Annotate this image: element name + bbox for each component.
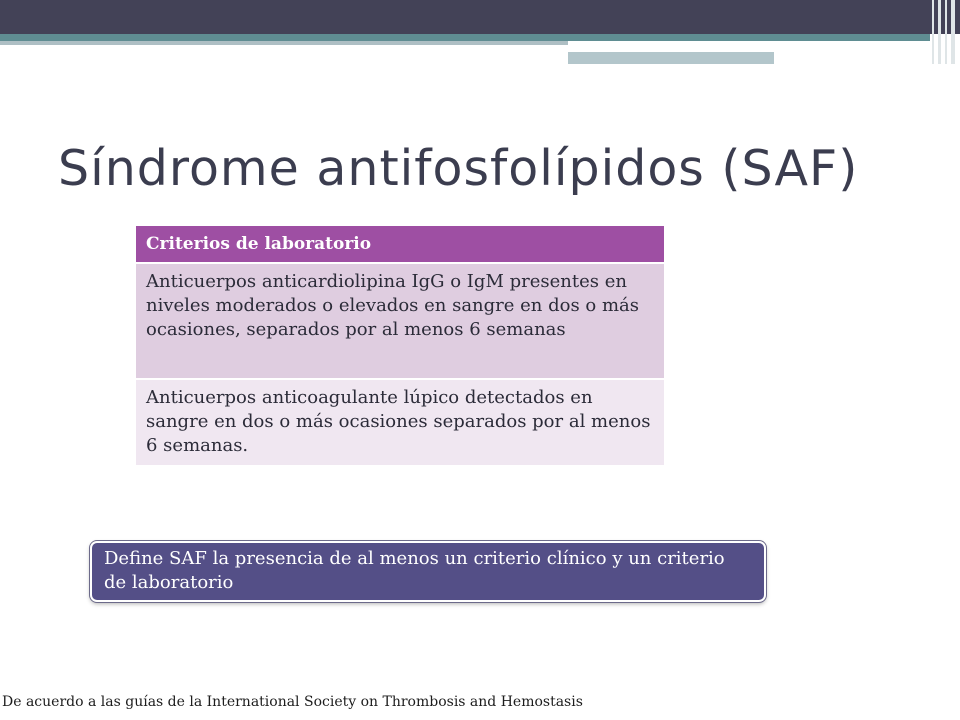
criterion-lupus-anticoagulant: Anticuerpos anticoagulante lúpico detectados en sangre en dos o más ocasiones separados por al menos 6 semanas. — [136, 379, 664, 465]
table-header-cell: Criterios de laboratorio — [136, 226, 664, 263]
header-accent-stripe — [0, 41, 570, 45]
header-accent-block — [568, 52, 774, 64]
table-header-row — [136, 226, 664, 263]
source-footnote: De acuerdo a las guías de la International Society on Thrombosis and Hemostasis — [2, 694, 583, 710]
header-accent-band — [0, 34, 930, 41]
definition-callout: Define SAF la presencia de al menos un criterio clínico y un criterio de laboratorio — [90, 541, 766, 602]
table-row — [136, 379, 664, 465]
table-row — [136, 263, 664, 379]
criterion-anticardiolipin: Anticuerpos anticardiolipina IgG o IgM presentes en niveles moderados o elevados en sangre en dos o más ocasiones, separados por al menos 6 semanas — [136, 263, 664, 379]
header-edge-lines — [926, 0, 960, 64]
slide-title: Síndrome antifosfolípidos (SAF) — [58, 140, 859, 197]
laboratory-criteria-table — [136, 226, 664, 465]
slide-header-bar — [0, 0, 960, 34]
header-accent-gap — [568, 41, 890, 52]
